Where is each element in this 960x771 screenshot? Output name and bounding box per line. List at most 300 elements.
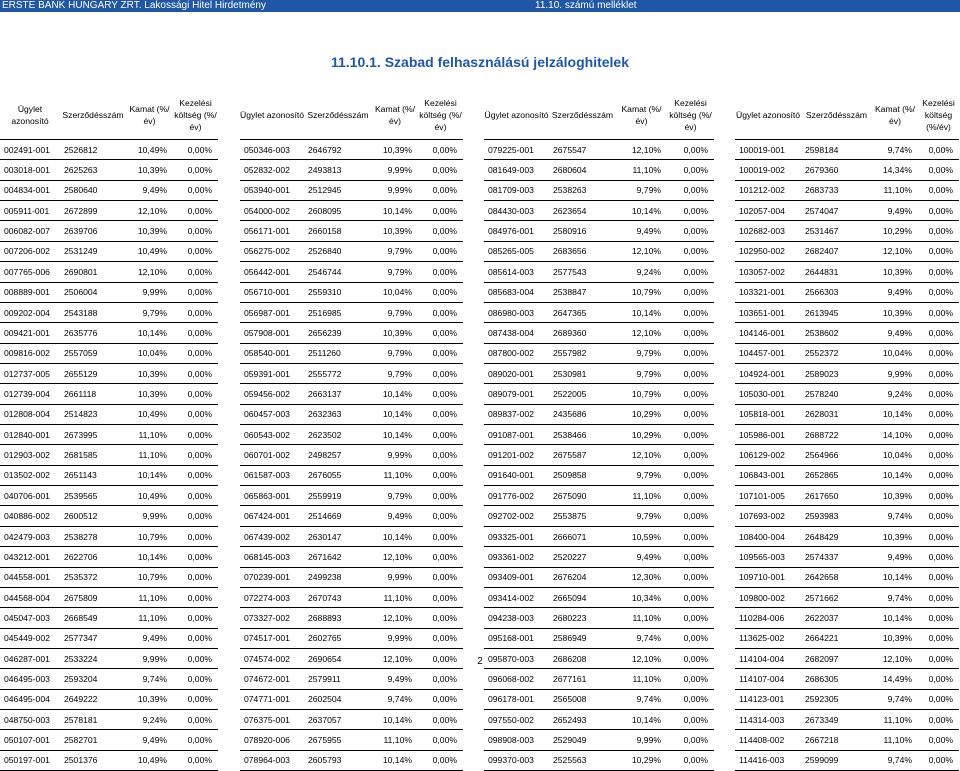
handling-fee-cell: 0,00%: [667, 608, 714, 628]
transaction-id-cell: 106843-001: [735, 465, 801, 485]
transaction-id-cell: 095168-001: [484, 628, 549, 648]
handling-fee-cell: 0,00%: [918, 384, 959, 404]
interest-rate-cell: 12,10%: [126, 262, 173, 282]
contract-number-cell: 2660158: [304, 221, 372, 241]
interest-rate-cell: 14,49%: [872, 669, 918, 689]
interest-rate-cell: 10,14%: [616, 710, 667, 730]
interest-rate-cell: 12,10%: [616, 648, 667, 668]
handling-fee-cell: 0,00%: [667, 486, 714, 506]
column-gap: [463, 506, 484, 526]
contract-number-cell: 2676204: [549, 567, 616, 587]
transaction-id-cell: 114314-003: [735, 710, 801, 730]
column-gap: [463, 241, 484, 261]
contract-number-cell: 2667218: [801, 730, 872, 750]
column-gap: [218, 445, 240, 465]
column-gap: [218, 282, 240, 302]
contract-number-cell: 2559919: [304, 486, 372, 506]
handling-fee-cell: 0,00%: [918, 669, 959, 689]
contract-number-cell: 2579911: [304, 669, 372, 689]
interest-rate-cell: 12,30%: [616, 567, 667, 587]
interest-rate-cell: 9,99%: [872, 363, 918, 383]
handling-fee-cell: 0,00%: [918, 180, 959, 200]
handling-fee-cell: 0,00%: [418, 201, 463, 221]
column-gap: [218, 221, 240, 241]
transaction-id-cell: 093361-002: [484, 547, 549, 567]
interest-rate-cell: 12,10%: [616, 445, 667, 465]
column-gap: [714, 730, 735, 750]
handling-fee-cell: 0,00%: [418, 384, 463, 404]
interest-rate-cell: 10,34%: [616, 587, 667, 607]
handling-fee-cell: 0,00%: [918, 201, 959, 221]
handling-fee-cell: 0,00%: [418, 363, 463, 383]
contract-number-cell: 2661118: [60, 384, 126, 404]
column-gap: [714, 425, 735, 445]
column-gap: [463, 91, 484, 140]
interest-rate-cell: 11,10%: [372, 587, 418, 607]
handling-fee-cell: 0,00%: [667, 526, 714, 546]
column-gap: [714, 404, 735, 424]
contract-number-cell: 2531249: [60, 241, 126, 261]
handling-fee-cell: 0,00%: [667, 445, 714, 465]
contract-number-cell: 2555772: [304, 363, 372, 383]
interest-rate-cell: 10,29%: [616, 750, 667, 770]
interest-rate-cell: 10,39%: [126, 384, 173, 404]
transaction-id-cell: 009202-004: [0, 302, 60, 322]
transaction-id-cell: 065863-001: [240, 486, 304, 506]
contract-number-cell: 2600512: [60, 506, 126, 526]
column-gap: [463, 262, 484, 282]
transaction-id-cell: 060543-002: [240, 425, 304, 445]
handling-fee-cell: 0,00%: [667, 689, 714, 709]
interest-rate-cell: 9,49%: [126, 180, 173, 200]
interest-rate-cell: 10,39%: [872, 526, 918, 546]
contract-number-cell: 2526812: [60, 140, 126, 160]
column-gap: [463, 363, 484, 383]
transaction-id-cell: 005911-001: [0, 201, 60, 221]
transaction-id-cell: 012739-004: [0, 384, 60, 404]
handling-fee-cell: 0,00%: [173, 547, 218, 567]
column-gap: [714, 689, 735, 709]
interest-rate-cell: 12,10%: [872, 648, 918, 668]
handling-fee-cell: 0,00%: [418, 323, 463, 343]
contract-number-cell: 2689360: [549, 323, 616, 343]
contract-number-cell: 2529049: [549, 730, 616, 750]
contract-number-cell: 2533224: [60, 648, 126, 668]
handling-fee-cell: 0,00%: [173, 608, 218, 628]
contract-number-cell: 2511260: [304, 343, 372, 363]
interest-rate-cell: 10,29%: [616, 425, 667, 445]
handling-fee-cell: 0,00%: [173, 201, 218, 221]
interest-rate-cell: 9,79%: [372, 486, 418, 506]
handling-fee-cell: 0,00%: [918, 689, 959, 709]
interest-rate-cell: 10,59%: [616, 526, 667, 546]
table-row: [0, 425, 959, 445]
interest-rate-cell: 10,14%: [126, 547, 173, 567]
table-row: [0, 587, 959, 607]
column-gap: [463, 750, 484, 770]
table-row: [0, 567, 959, 587]
interest-rate-cell: 10,04%: [126, 343, 173, 363]
contract-number-cell: 2672899: [60, 201, 126, 221]
interest-rate-cell: 10,39%: [372, 140, 418, 160]
transaction-id-header: Ügylet azonosító: [0, 91, 60, 140]
handling-fee-header: Kezelési költség (%/év): [173, 91, 218, 140]
handling-fee-cell: 0,00%: [667, 567, 714, 587]
contract-number-cell: 2665094: [549, 587, 616, 607]
interest-rate-cell: 12,10%: [126, 201, 173, 221]
column-gap: [714, 486, 735, 506]
column-gap: [714, 567, 735, 587]
interest-rate-cell: 10,14%: [616, 201, 667, 221]
transaction-id-cell: 076375-001: [240, 710, 304, 730]
handling-fee-cell: 0,00%: [918, 506, 959, 526]
transaction-id-cell: 103651-001: [735, 302, 801, 322]
handling-fee-cell: 0,00%: [173, 282, 218, 302]
handling-fee-cell: 0,00%: [418, 486, 463, 506]
interest-rate-cell: 9,74%: [872, 689, 918, 709]
handling-fee-cell: 0,00%: [918, 628, 959, 648]
contract-number-cell: 2623502: [304, 425, 372, 445]
interest-rate-cell: 10,29%: [616, 404, 667, 424]
transaction-id-cell: 095870-003: [484, 648, 549, 668]
table-row: [0, 282, 959, 302]
transaction-id-cell: 059456-002: [240, 384, 304, 404]
column-gap: [218, 262, 240, 282]
contract-number-cell: 2630147: [304, 526, 372, 546]
transaction-id-cell: 050197-001: [0, 750, 60, 770]
handling-fee-cell: 0,00%: [418, 526, 463, 546]
handling-fee-cell: 0,00%: [418, 465, 463, 485]
contract-number-cell: 2642658: [801, 567, 872, 587]
contract-number-cell: 2582701: [60, 730, 126, 750]
contract-number-cell: 2663137: [304, 384, 372, 404]
contract-number-cell: 2538602: [801, 323, 872, 343]
contract-number-cell: 2580916: [549, 221, 616, 241]
transaction-id-cell: 102057-004: [735, 201, 801, 221]
column-gap: [218, 425, 240, 445]
handling-fee-cell: 0,00%: [918, 526, 959, 546]
column-gap: [463, 567, 484, 587]
contract-number-cell: 2574047: [801, 201, 872, 221]
handling-fee-cell: 0,00%: [918, 160, 959, 180]
handling-fee-cell: 0,00%: [418, 282, 463, 302]
interest-rate-cell: 10,04%: [872, 343, 918, 363]
handling-fee-cell: 0,00%: [667, 180, 714, 200]
table-row: [0, 465, 959, 485]
transaction-id-cell: 087800-002: [484, 343, 549, 363]
interest-rate-cell: 12,10%: [616, 241, 667, 261]
interest-rate-cell: 10,14%: [616, 302, 667, 322]
interest-rate-cell: 11,10%: [872, 730, 918, 750]
contract-number-cell: 2613945: [801, 302, 872, 322]
interest-rate-cell: 9,49%: [616, 221, 667, 241]
transaction-id-cell: 114416-003: [735, 750, 801, 770]
interest-rate-cell: 11,10%: [126, 587, 173, 607]
contract-number-header: Szerződésszám: [801, 91, 872, 140]
column-gap: [714, 323, 735, 343]
interest-rate-cell: 9,99%: [372, 445, 418, 465]
contract-number-cell: 2690654: [304, 648, 372, 668]
transaction-id-cell: 012808-004: [0, 404, 60, 424]
handling-fee-cell: 0,00%: [418, 241, 463, 261]
column-gap: [714, 547, 735, 567]
handling-fee-cell: 0,00%: [173, 262, 218, 282]
transaction-id-cell: 087438-004: [484, 323, 549, 343]
interest-rate-cell: 10,14%: [126, 465, 173, 485]
column-gap: [218, 91, 240, 140]
column-gap: [463, 425, 484, 445]
column-gap: [463, 547, 484, 567]
transaction-id-cell: 061587-003: [240, 465, 304, 485]
contract-number-cell: 2675090: [549, 486, 616, 506]
contract-number-cell: 2520227: [549, 547, 616, 567]
contract-number-cell: 2608095: [304, 201, 372, 221]
column-gap: [714, 710, 735, 730]
transaction-id-cell: 104457-001: [735, 343, 801, 363]
contract-number-cell: 2605793: [304, 750, 372, 770]
column-gap: [218, 302, 240, 322]
transaction-id-cell: 091201-002: [484, 445, 549, 465]
transaction-id-cell: 067439-002: [240, 526, 304, 546]
handling-fee-cell: 0,00%: [173, 160, 218, 180]
transaction-id-cell: 046287-001: [0, 648, 60, 668]
column-gap: [714, 384, 735, 404]
handling-fee-cell: 0,00%: [418, 608, 463, 628]
column-gap: [218, 628, 240, 648]
handling-fee-cell: 0,00%: [418, 730, 463, 750]
contract-number-cell: 2688722: [801, 425, 872, 445]
contract-number-cell: 2623654: [549, 201, 616, 221]
contract-number-cell: 2646792: [304, 140, 372, 160]
interest-rate-cell: 9,74%: [372, 689, 418, 709]
contract-number-cell: 2690801: [60, 262, 126, 282]
column-gap: [714, 180, 735, 200]
transaction-id-cell: 050107-001: [0, 730, 60, 750]
interest-rate-cell: 12,10%: [372, 648, 418, 668]
table-row: [0, 750, 959, 770]
contract-number-cell: 2656239: [304, 323, 372, 343]
transaction-id-cell: 060701-002: [240, 445, 304, 465]
loan-rates-table: [0, 91, 959, 771]
handling-fee-cell: 0,00%: [418, 302, 463, 322]
handling-fee-cell: 0,00%: [173, 526, 218, 546]
handling-fee-cell: 0,00%: [667, 750, 714, 770]
interest-rate-cell: 9,49%: [372, 506, 418, 526]
transaction-id-cell: 084976-001: [484, 221, 549, 241]
contract-number-cell: 2686208: [549, 648, 616, 668]
column-gap: [463, 160, 484, 180]
interest-rate-cell: 10,49%: [126, 404, 173, 424]
transaction-id-cell: 101212-002: [735, 180, 801, 200]
handling-fee-cell: 0,00%: [667, 363, 714, 383]
interest-rate-cell: 9,99%: [126, 506, 173, 526]
contract-number-cell: 2686305: [801, 669, 872, 689]
interest-rate-cell: 11,10%: [872, 180, 918, 200]
handling-fee-cell: 0,00%: [918, 648, 959, 668]
contract-number-cell: 2683656: [549, 241, 616, 261]
transaction-id-cell: 102682-003: [735, 221, 801, 241]
interest-rate-cell: 10,39%: [872, 262, 918, 282]
handling-fee-cell: 0,00%: [918, 282, 959, 302]
column-gap: [463, 526, 484, 546]
contract-number-cell: 2598184: [801, 140, 872, 160]
transaction-id-cell: 105030-001: [735, 384, 801, 404]
transaction-id-cell: 009421-001: [0, 323, 60, 343]
column-gap: [218, 608, 240, 628]
handling-fee-cell: 0,00%: [667, 302, 714, 322]
transaction-id-cell: 089837-002: [484, 404, 549, 424]
column-gap: [218, 201, 240, 221]
interest-rate-cell: 10,49%: [126, 486, 173, 506]
handling-fee-cell: 0,00%: [918, 608, 959, 628]
contract-number-cell: 2578181: [60, 710, 126, 730]
column-gap: [218, 547, 240, 567]
column-gap: [218, 669, 240, 689]
transaction-id-cell: 114123-001: [735, 689, 801, 709]
handling-fee-cell: 0,00%: [918, 425, 959, 445]
interest-rate-cell: 12,10%: [872, 241, 918, 261]
handling-fee-cell: 0,00%: [173, 221, 218, 241]
transaction-id-cell: 091087-001: [484, 425, 549, 445]
transaction-id-cell: 097550-002: [484, 710, 549, 730]
handling-fee-cell: 0,00%: [667, 221, 714, 241]
contract-number-cell: 2670743: [304, 587, 372, 607]
transaction-id-cell: 091640-001: [484, 465, 549, 485]
column-gap: [463, 384, 484, 404]
interest-rate-cell: 11,10%: [126, 608, 173, 628]
contract-number-cell: 2666071: [549, 526, 616, 546]
column-gap: [218, 363, 240, 383]
transaction-id-cell: 012737-005: [0, 363, 60, 383]
contract-number-cell: 2649222: [60, 689, 126, 709]
interest-rate-cell: 12,10%: [616, 323, 667, 343]
table-row: [0, 669, 959, 689]
contract-number-cell: 2578240: [801, 384, 872, 404]
interest-rate-cell: 9,74%: [872, 587, 918, 607]
transaction-id-cell: 040886-002: [0, 506, 60, 526]
transaction-id-cell: 109800-002: [735, 587, 801, 607]
interest-rate-cell: 10,14%: [372, 750, 418, 770]
interest-rate-cell: 10,39%: [126, 689, 173, 709]
interest-rate-cell: 10,14%: [372, 425, 418, 445]
transaction-id-header: Ügylet azonosító: [484, 91, 549, 140]
contract-number-cell: 2493813: [304, 160, 372, 180]
interest-rate-cell: 9,79%: [616, 506, 667, 526]
handling-fee-cell: 0,00%: [918, 221, 959, 241]
handling-fee-cell: 0,00%: [418, 689, 463, 709]
contract-number-cell: 2564966: [801, 445, 872, 465]
column-gap: [218, 730, 240, 750]
handling-fee-cell: 0,00%: [173, 384, 218, 404]
table-row: [0, 526, 959, 546]
column-gap: [714, 91, 735, 140]
contract-number-cell: 2668549: [60, 608, 126, 628]
handling-fee-cell: 0,00%: [918, 567, 959, 587]
transaction-id-cell: 078920-006: [240, 730, 304, 750]
table-row: [0, 547, 959, 567]
transaction-id-cell: 104924-001: [735, 363, 801, 383]
transaction-id-cell: 099370-003: [484, 750, 549, 770]
transaction-id-cell: 086980-003: [484, 302, 549, 322]
transaction-id-cell: 068145-003: [240, 547, 304, 567]
transaction-id-cell: 004834-001: [0, 180, 60, 200]
contract-number-cell: 2651143: [60, 465, 126, 485]
interest-rate-cell: 9,99%: [372, 180, 418, 200]
interest-rate-cell: 14,34%: [872, 160, 918, 180]
handling-fee-cell: 0,00%: [667, 282, 714, 302]
interest-rate-cell: 9,99%: [372, 160, 418, 180]
table-row: [0, 445, 959, 465]
handling-fee-cell: 0,00%: [667, 547, 714, 567]
handling-fee-cell: 0,00%: [418, 669, 463, 689]
contract-number-cell: 2531467: [801, 221, 872, 241]
handling-fee-cell: 0,00%: [918, 343, 959, 363]
transaction-id-cell: 078964-003: [240, 750, 304, 770]
interest-rate-cell: 9,79%: [372, 262, 418, 282]
interest-rate-cell: 9,24%: [616, 262, 667, 282]
contract-number-cell: 2682407: [801, 241, 872, 261]
table-row: [0, 689, 959, 709]
contract-number-cell: 2553875: [549, 506, 616, 526]
contract-number-cell: 2577543: [549, 262, 616, 282]
column-gap: [218, 404, 240, 424]
transaction-id-cell: 093409-001: [484, 567, 549, 587]
transaction-id-cell: 098908-003: [484, 730, 549, 750]
interest-rate-cell: 9,79%: [616, 465, 667, 485]
handling-fee-cell: 0,00%: [418, 628, 463, 648]
column-gap: [218, 160, 240, 180]
transaction-id-cell: 073327-002: [240, 608, 304, 628]
page-number: 2: [477, 656, 483, 667]
column-gap: [714, 262, 735, 282]
column-gap: [218, 710, 240, 730]
column-gap: [714, 669, 735, 689]
transaction-id-cell: 067424-001: [240, 506, 304, 526]
column-gap: [463, 343, 484, 363]
transaction-id-cell: 056442-001: [240, 262, 304, 282]
contract-number-cell: 2522005: [549, 384, 616, 404]
interest-rate-header: Kamat (%/év): [616, 91, 667, 140]
contract-number-cell: 2557059: [60, 343, 126, 363]
interest-rate-cell: 9,99%: [372, 567, 418, 587]
handling-fee-cell: 0,00%: [418, 710, 463, 730]
interest-rate-cell: 12,10%: [372, 547, 418, 567]
contract-number-cell: 2589023: [801, 363, 872, 383]
table-row: [0, 506, 959, 526]
transaction-id-cell: 040706-001: [0, 486, 60, 506]
column-gap: [714, 750, 735, 770]
handling-fee-cell: 0,00%: [918, 404, 959, 424]
table-row: [0, 710, 959, 730]
column-gap: [714, 506, 735, 526]
table-row: [0, 302, 959, 322]
table-row: [0, 262, 959, 282]
contract-number-cell: 2543188: [60, 302, 126, 322]
section-title: 11.10.1. Szabad felhasználású jelzáloghitelek: [330, 54, 630, 70]
interest-rate-cell: 10,39%: [126, 221, 173, 241]
column-gap: [714, 201, 735, 221]
contract-number-cell: 2514669: [304, 506, 372, 526]
interest-rate-cell: 11,10%: [126, 445, 173, 465]
handling-fee-cell: 0,00%: [418, 404, 463, 424]
handling-fee-cell: 0,00%: [418, 221, 463, 241]
column-gap: [714, 526, 735, 546]
transaction-id-cell: 109565-003: [735, 547, 801, 567]
handling-fee-cell: 0,00%: [173, 140, 218, 160]
interest-rate-cell: 10,39%: [872, 628, 918, 648]
transaction-id-cell: 113625-002: [735, 628, 801, 648]
column-gap: [463, 730, 484, 750]
